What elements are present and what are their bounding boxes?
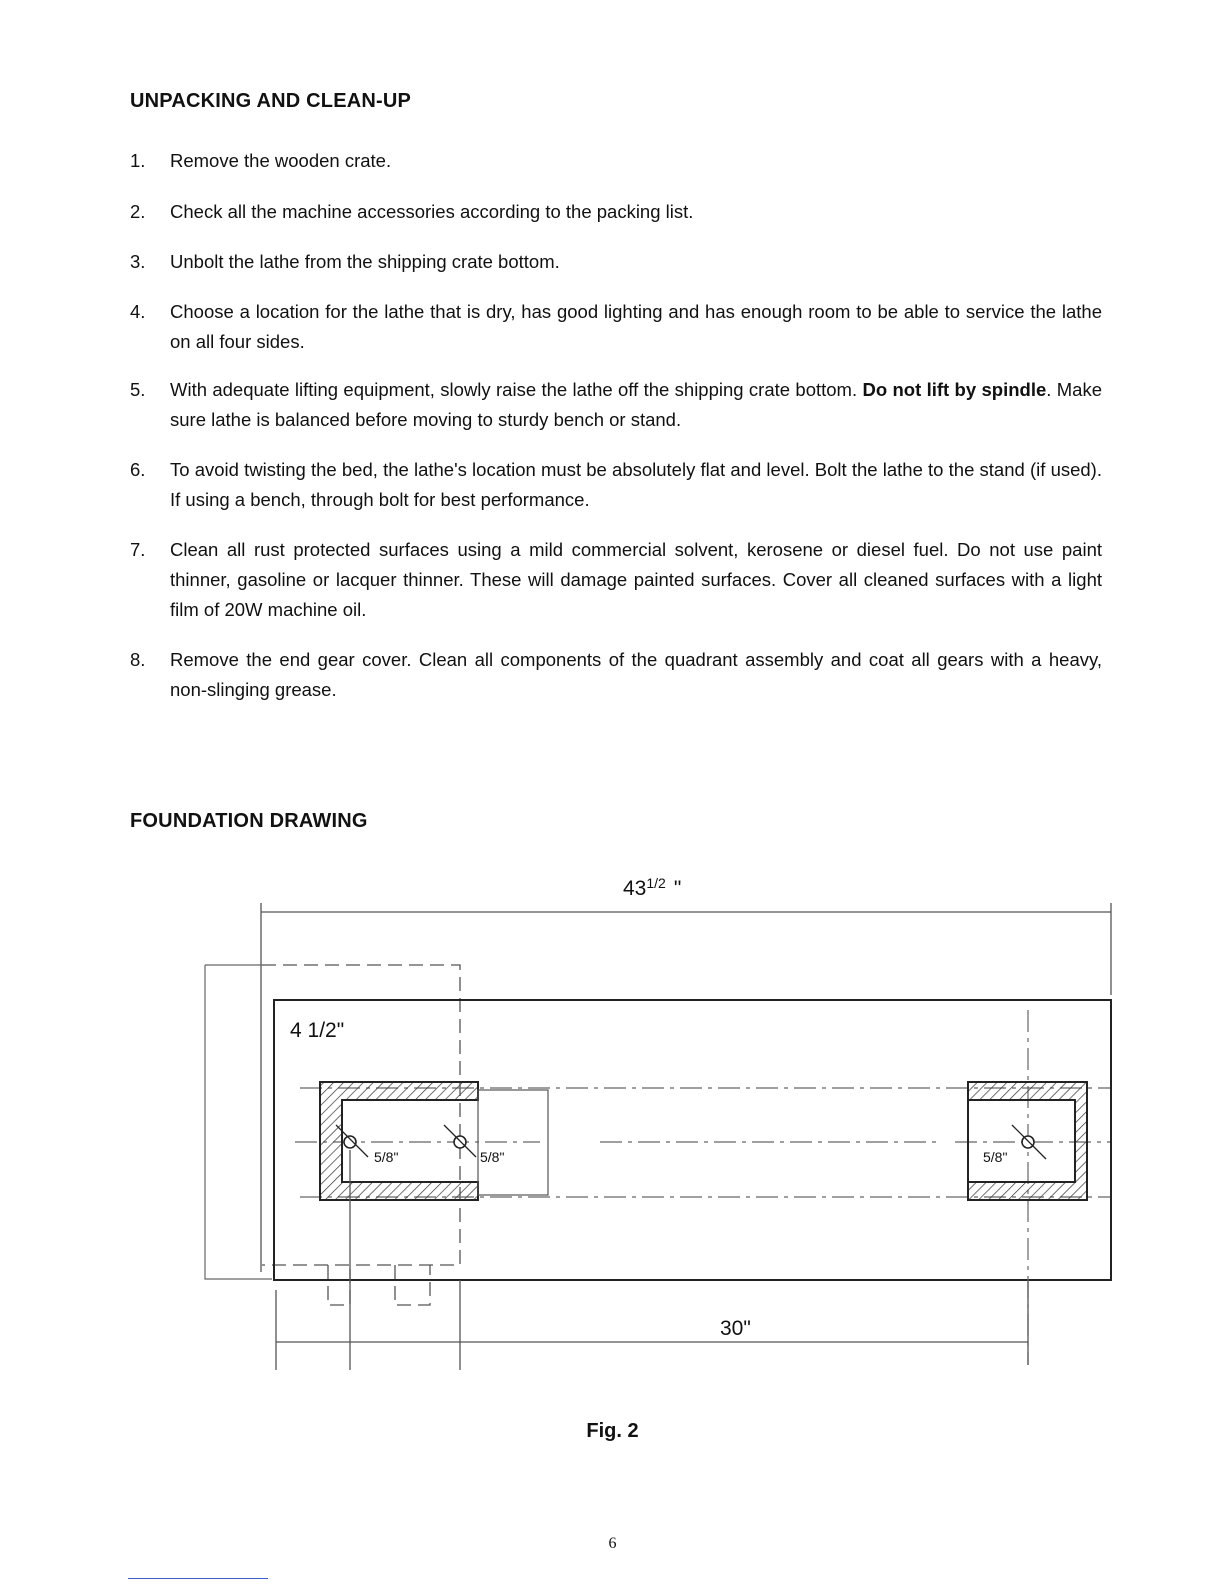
bolt-hole [1022,1136,1034,1148]
bolt-hole [454,1136,466,1148]
list-item-number: 8. [130,649,146,670]
list-item [130,247,1102,277]
hole-size-label: 5/8" [480,1149,505,1165]
list-item-number: 6. [130,459,146,480]
list-item-text: Remove the end gear cover. Clean all components of the quadrant assembly and coat all gears with a heavy, non-slinging grease. [170,649,1102,700]
end-offset-label: 4 1/2" [290,1019,345,1042]
list-item-number: 4. [130,301,146,322]
list-item-number: 5. [130,379,146,400]
list-item [130,197,1102,227]
list-item-text: Unbolt the lathe from the shipping crate bottom. [170,251,560,272]
headstock-footprint-outline [262,965,460,1305]
list-item-text: Clean all rust protected surfaces using a mild commercial solvent, kerosene or diesel fuel. Do not use paint thinner, gasoline or lacquer thinner. These will damage painted surfaces. Cover all cleaned surfaces with a light film of 20W machine oil. [170,539,1102,620]
section-title-foundation: FOUNDATION DRAWING [130,810,368,832]
list-item-text [170,375,1102,435]
foundation-drawing [0,860,1225,1400]
list-item-number: 3. [130,251,146,272]
list-item-text: Remove the wooden crate. [170,150,392,171]
list-item-number: 7. [130,539,146,560]
hole-size-label: 5/8" [374,1149,399,1165]
bolt-hole [344,1136,356,1148]
hole-size-label: 5/8" [983,1149,1008,1165]
list-item-text: Choose a location for the lathe that is dry, has good lighting and has enough room to be able to service the lathe on all four sides. [170,301,1102,352]
list-item [130,146,1102,176]
warning-bold-text: Do not lift by spindle [862,379,1047,400]
list-item [130,297,1102,357]
overall-length-label: $43^{1/2}$ " [623,875,682,900]
list-item-number: 1. [130,150,146,171]
base-plate-outline [274,1000,1111,1280]
footer-rule [128,1578,268,1579]
list-item-text-part: With adequate lifting equipment, slowly raise the lathe off the shipping crate bottom. [170,379,858,400]
list-item-text: Check all the machine accessories according to the packing list. [170,201,694,222]
list-item [130,645,1102,705]
list-item [130,535,1102,625]
list-item-number: 2. [130,201,146,222]
figure-caption: Fig. 2 [586,1420,639,1442]
left-end-frame [205,965,272,1279]
list-item [130,375,1102,435]
list-item-text-part: . Make sure lathe is balanced before moving to sturdy bench or stand. [170,379,1102,430]
list-item-text: To avoid twisting the bed, the lathe's location must be absolutely flat and level. Bolt the lathe to the stand (if used). If using a bench, through bolt for best performance. [170,459,1102,510]
page-number: 6 [608,1535,617,1552]
list-item [130,455,1102,515]
hole-spacing-label: 30" [720,1317,751,1340]
section-title-unpacking: UNPACKING AND CLEAN-UP [130,90,412,112]
